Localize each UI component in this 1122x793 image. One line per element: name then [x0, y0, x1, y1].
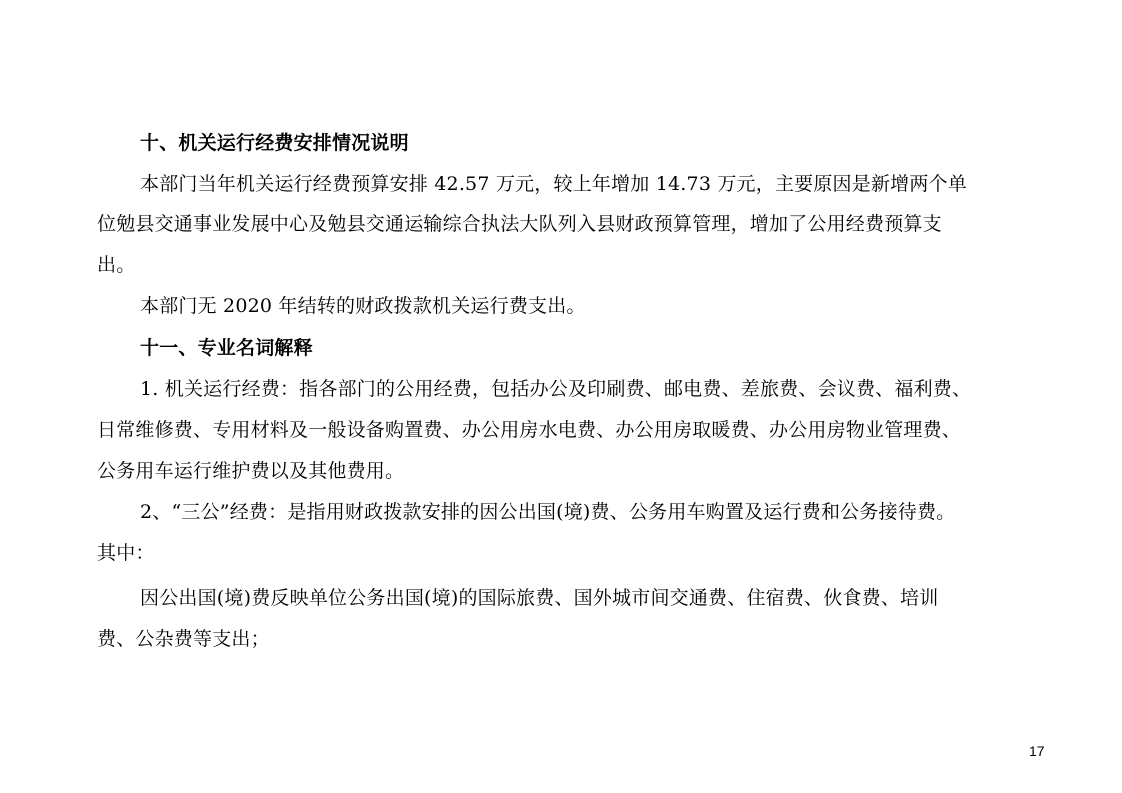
section-10-paragraph-2: 本部门无 2020 年结转的财政拨款机关运行费支出。: [140, 295, 586, 317]
page-number: 17: [1029, 743, 1045, 759]
section-11-item-1-line-3: 公务用车运行维护费以及其他费用。: [97, 460, 405, 482]
section-10-paragraph-1-line-2: 位勉县交通事业发展中心及勉县交通运输综合执法大队列入县财政预算管理，增加了公用经费预算支: [97, 213, 942, 235]
section-10-paragraph-1-line-1: 本部门当年机关运行经费预算安排 42.57 万元，较上年增加 14.73 万元，主要原因是新增两个单: [140, 173, 967, 195]
section-10-heading: 十、机关运行经费安排情况说明: [140, 132, 409, 154]
section-11-item-2-line-1: 2、“三公”经费：是指用财政拨款安排的因公出国(境)费、公务用车购置及运行费和公务接待费。: [140, 501, 956, 523]
section-10-paragraph-1-line-3: 出。: [97, 254, 136, 276]
section-11-item-1-line-2: 日常维修费、专用材料及一般设备购置费、办公用房水电费、办公用房取暖费、办公用房物业管理费、: [97, 419, 962, 441]
section-11-item-1-line-1: 1. 机关运行经费：指各部门的公用经费，包括办公及印刷费、邮电费、差旅费、会议费、福利费、: [140, 378, 972, 400]
section-11-heading: 十一、专业名词解释: [140, 337, 313, 359]
section-11-item-3-line-1: 因公出国(境)费反映单位公务出国(境)的国际旅费、国外城市间交通费、住宿费、伙食费、培训: [140, 587, 939, 609]
section-11-item-3-line-2: 费、公杂费等支出；: [97, 628, 270, 650]
section-11-item-2-line-2: 其中：: [97, 542, 155, 564]
